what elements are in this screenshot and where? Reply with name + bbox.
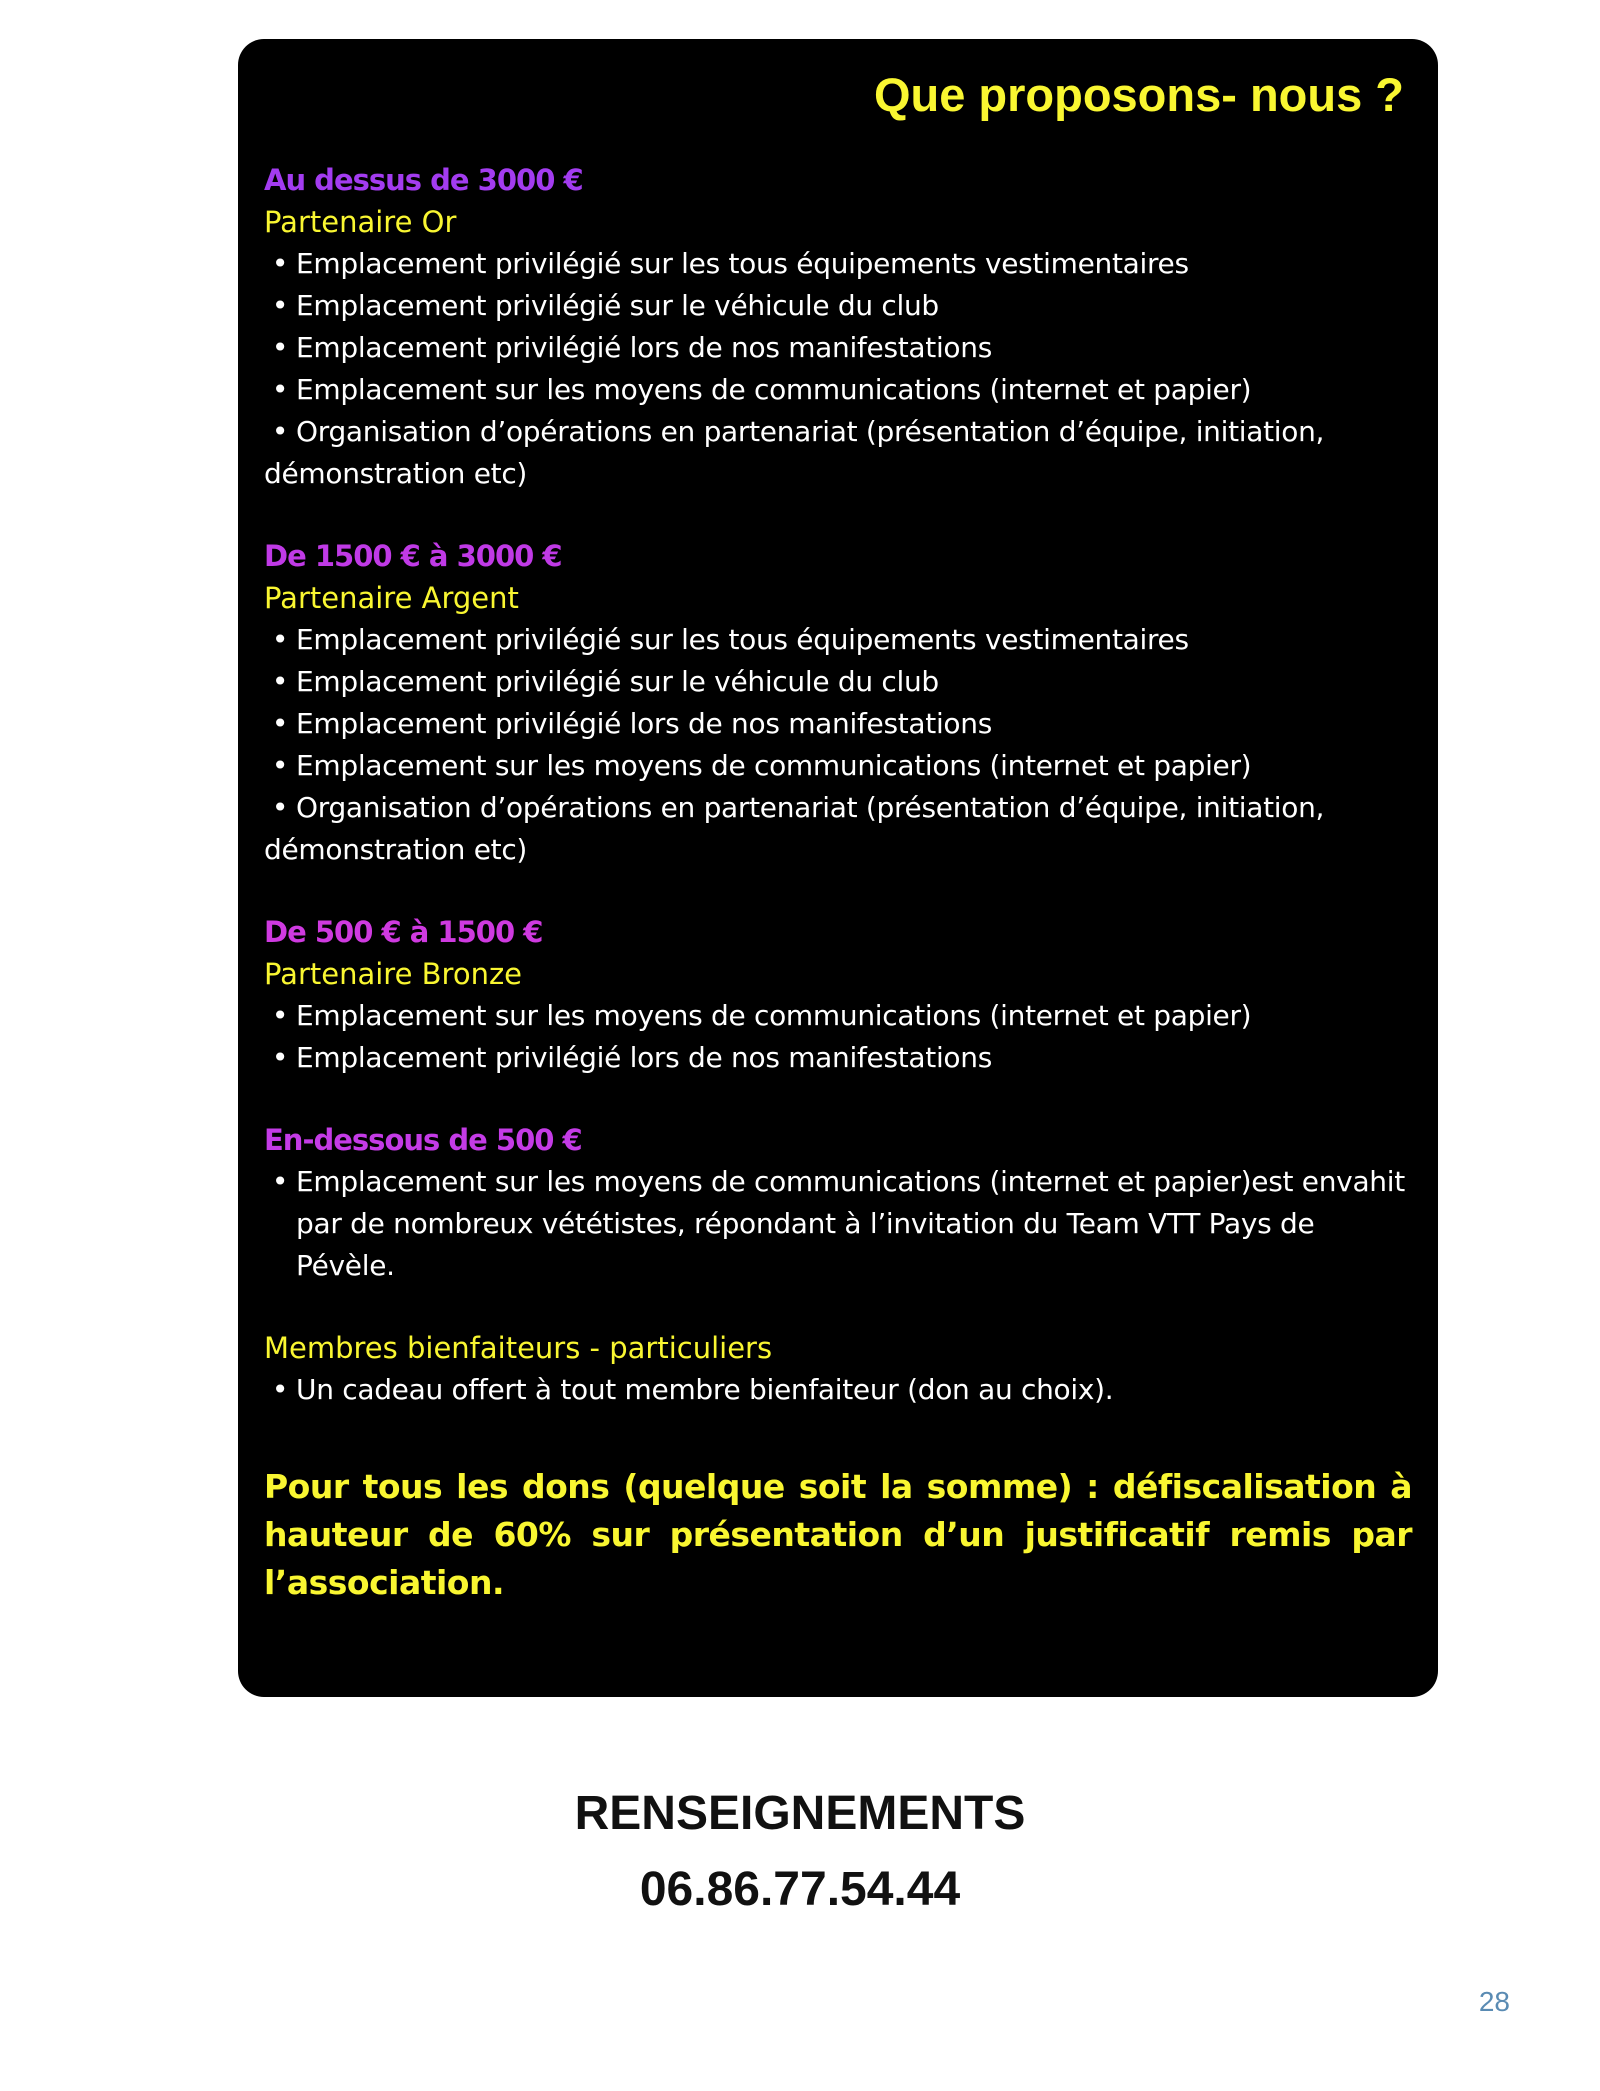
tier-name: Partenaire Argent — [264, 581, 519, 616]
benefit-item — [264, 1369, 1412, 1411]
bullet-icon: • — [271, 707, 289, 741]
bullet-icon: • — [271, 331, 289, 365]
benefit-text: Emplacement privilégié sur le véhicule du club — [296, 665, 939, 699]
bullet-icon: • — [271, 415, 289, 449]
benefits-list — [264, 1369, 1412, 1411]
benefit-text: Organisation d’opérations en partenariat (présentation d’équipe, initiation, démonstration etc) — [264, 791, 1325, 867]
bullet-icon: • — [271, 791, 289, 825]
benefit-item — [264, 1161, 1412, 1287]
benefit-text: Un cadeau offert à tout membre bienfaiteur (don au choix). — [296, 1373, 1114, 1407]
tier-bronze — [264, 911, 1412, 1079]
bullet-icon: • — [271, 749, 289, 783]
bullet-icon: • — [271, 289, 289, 323]
benefit-item — [264, 661, 1412, 703]
bullet-icon: • — [271, 623, 289, 657]
benefit-item — [264, 995, 1412, 1037]
benefits-list — [264, 243, 1412, 495]
tier-name: Partenaire Bronze — [264, 957, 523, 992]
panel-title: Que proposons- nous ? — [873, 68, 1404, 121]
benefit-item — [264, 745, 1412, 787]
bullet-icon: • — [271, 1373, 289, 1407]
tax-deduction-note: Pour tous les dons (quelque soit la somme) : défiscalisation à hauteur de 60% sur présentation d’un justificatif remis par l’association. — [264, 1467, 1412, 1603]
benefit-item — [264, 619, 1412, 661]
benefits-list — [264, 619, 1412, 871]
benefit-text: Emplacement sur les moyens de communications (internet et papier)est envahit par de nombreux vététistes, répondant à l’invitation du Team VTT Pays de Pévèle. — [296, 1165, 1405, 1283]
benefit-text: Emplacement privilégié sur les tous équipements vestimentaires — [296, 623, 1189, 657]
benefit-item — [264, 787, 1412, 871]
tier-benefactors — [264, 1327, 1412, 1411]
contact-heading: RENSEIGNEMENTS — [574, 1787, 1026, 1840]
benefit-item — [264, 703, 1412, 745]
bullet-icon: • — [271, 1165, 289, 1199]
benefit-text: Emplacement privilégié lors de nos manifestations — [296, 1041, 992, 1075]
benefit-item — [264, 285, 1412, 327]
benefit-text: Emplacement sur les moyens de communications (internet et papier) — [296, 999, 1252, 1033]
bullet-icon: • — [271, 999, 289, 1033]
benefit-text: Emplacement sur les moyens de communications (internet et papier) — [296, 749, 1252, 783]
benefits-list — [264, 1161, 1412, 1287]
benefit-text: Emplacement privilégié lors de nos manifestations — [296, 707, 992, 741]
benefit-item — [264, 1037, 1412, 1079]
bullet-icon: • — [271, 373, 289, 407]
bullet-icon: • — [271, 1041, 289, 1075]
benefit-text: Emplacement privilégié sur les tous équipements vestimentaires — [296, 247, 1189, 281]
bullet-icon: • — [271, 247, 289, 281]
benefit-item — [264, 411, 1412, 495]
sponsorship-panel — [238, 39, 1438, 1697]
tiers-list — [264, 159, 1412, 1411]
tier-range: De 1500 € à 3000 € — [264, 539, 562, 574]
tier-name: Partenaire Or — [264, 205, 457, 240]
benefit-text: Emplacement sur les moyens de communications (internet et papier) — [296, 373, 1252, 407]
tier-name: Membres bienfaiteurs - particuliers — [264, 1331, 773, 1366]
tier-silver — [264, 535, 1412, 871]
benefit-text: Emplacement privilégié sur le véhicule du club — [296, 289, 939, 323]
tier-gold — [264, 159, 1412, 495]
benefit-item — [264, 243, 1412, 285]
page-number: 28 — [1478, 1986, 1510, 2017]
tier-range: De 500 € à 1500 € — [264, 915, 543, 950]
tier-below-500 — [264, 1119, 1412, 1287]
bullet-icon: • — [271, 665, 289, 699]
contact-phone: 06.86.77.54.44 — [639, 1863, 961, 1916]
tier-range: Au dessus de 3000 € — [264, 163, 583, 198]
benefits-list — [264, 995, 1412, 1079]
benefit-item — [264, 369, 1412, 411]
benefit-text: Emplacement privilégié lors de nos manifestations — [296, 331, 992, 365]
benefit-item — [264, 327, 1412, 369]
tier-range: En-dessous de 500 € — [264, 1123, 582, 1158]
benefit-text: Organisation d’opérations en partenariat (présentation d’équipe, initiation, démonstration etc) — [264, 415, 1325, 491]
